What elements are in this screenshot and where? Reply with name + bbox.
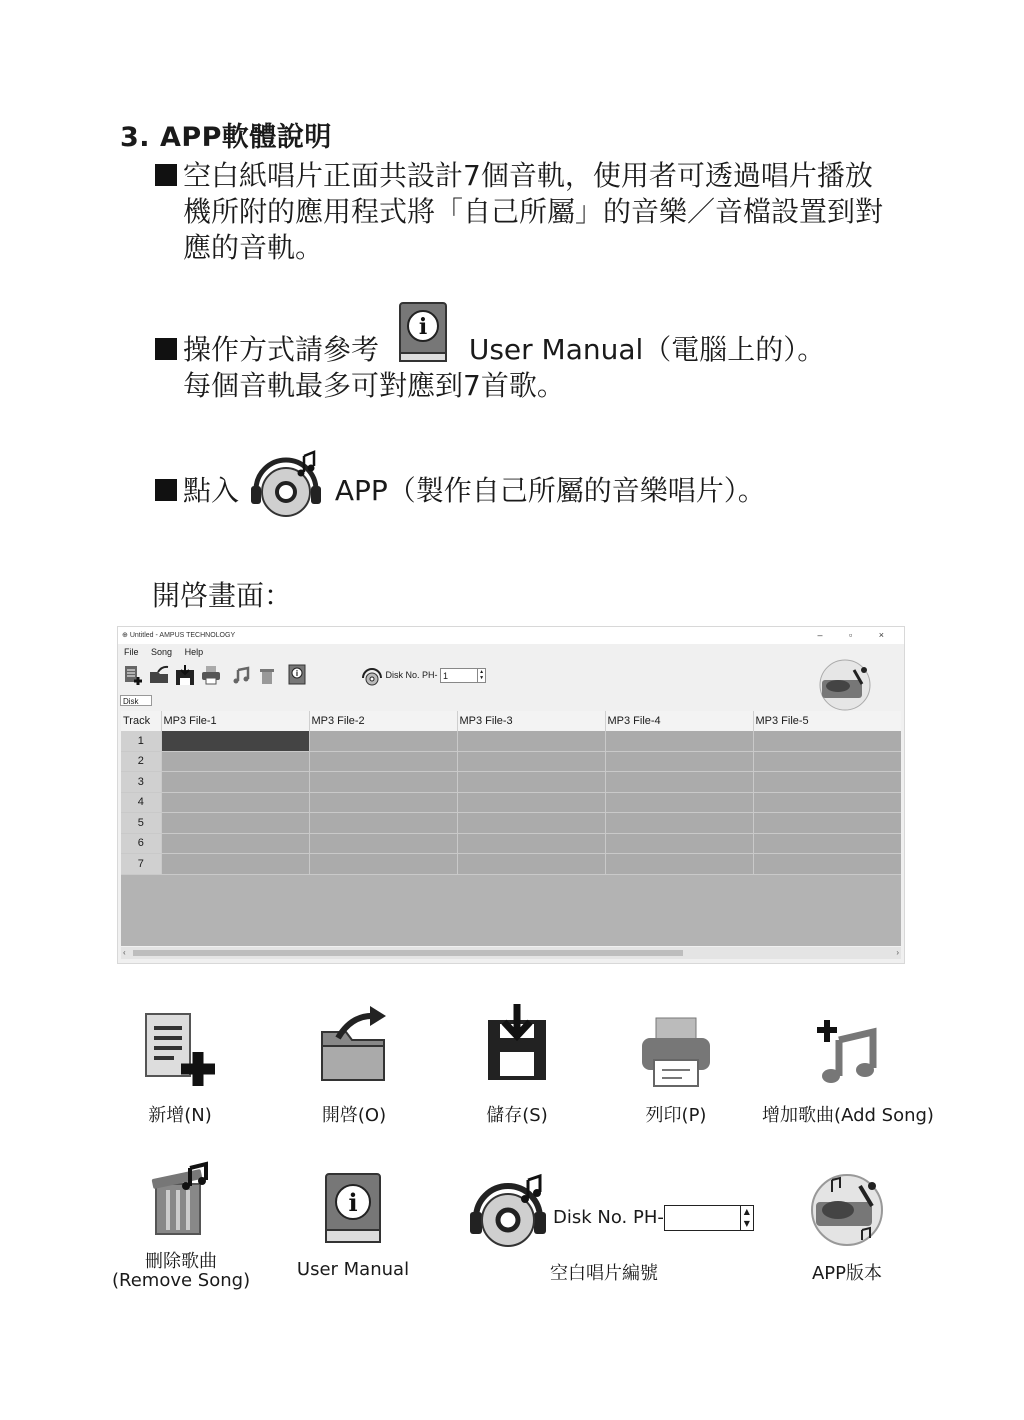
menu-song[interactable]: Song: [151, 647, 173, 657]
col-header-mp3-5[interactable]: MP3 File-5: [753, 711, 901, 731]
para1-line1: 空白紙唱片正面共設計7個音軌，使用者可透過唱片播放: [183, 159, 873, 192]
disk-no-demo-label: Disk No. PH-: [553, 1207, 664, 1228]
print-icon[interactable]: [200, 664, 222, 686]
legend-remove-song-label-2: (Remove Song): [112, 1270, 251, 1291]
svg-text:i: i: [348, 1188, 358, 1217]
paragraph-1: [155, 158, 883, 266]
track-number: 1: [121, 731, 161, 751]
section-heading: 3. APP軟體說明: [120, 122, 332, 153]
table-cell[interactable]: [753, 751, 901, 772]
table-cell[interactable]: [457, 854, 605, 875]
table-cell[interactable]: [457, 751, 605, 772]
toolbar: [118, 660, 904, 690]
table-row: [121, 833, 901, 854]
bullet-square-icon: [155, 479, 177, 501]
remove-song-icon[interactable]: [256, 664, 278, 686]
track-number: 5: [121, 813, 161, 834]
track-number: 2: [121, 751, 161, 772]
scroll-left-icon[interactable]: ‹: [123, 948, 126, 957]
window-title: Untitled - AMPUS TECHNOLOGY: [129, 632, 236, 639]
table-row: [121, 772, 901, 793]
para1-line2: 機所附的應用程式將「自己所屬」的音樂／音檔設置到對: [183, 195, 884, 228]
table-cell[interactable]: [309, 751, 457, 772]
legend-print-label: 列印(P): [645, 1105, 707, 1126]
app-disc-headphone-icon: [248, 448, 326, 522]
save-disk-icon[interactable]: [174, 664, 196, 686]
legend-new-label: 新增(N): [148, 1105, 212, 1126]
table-row: [121, 751, 901, 772]
table-cell[interactable]: [605, 772, 753, 793]
table-cell[interactable]: [309, 854, 457, 875]
disc-headphone-icon: [468, 1172, 552, 1252]
app-version-turntable-icon: [806, 1172, 888, 1248]
table-cell[interactable]: [457, 813, 605, 834]
table-cell[interactable]: [753, 833, 901, 854]
table-cell[interactable]: [161, 854, 309, 875]
table-cell[interactable]: [309, 833, 457, 854]
paragraph-3: [155, 448, 766, 531]
table-cell[interactable]: [457, 772, 605, 793]
table-cell[interactable]: [161, 833, 309, 854]
print-icon: [640, 1016, 712, 1088]
col-header-mp3-2[interactable]: MP3 File-2: [309, 711, 457, 731]
table-cell[interactable]: [457, 792, 605, 813]
table-header-row: [121, 711, 901, 731]
track-number: 6: [121, 833, 161, 854]
table-cell[interactable]: [605, 833, 753, 854]
scrollbar-thumb[interactable]: [133, 950, 683, 956]
disk-no-demo-spinner[interactable]: [664, 1205, 754, 1231]
user-manual-icon: [322, 1172, 384, 1246]
table-cell[interactable]: [161, 751, 309, 772]
disk-field[interactable]: Disk: [120, 695, 152, 706]
table-row: [121, 731, 901, 751]
table-row: [121, 854, 901, 875]
para3-text-a: 點入: [183, 474, 240, 507]
track-table: [121, 711, 901, 875]
para1-line3: 應的音軌。: [183, 231, 324, 264]
table-cell[interactable]: [605, 731, 753, 751]
legend-app-version-label: APP版本: [811, 1263, 883, 1284]
track-grid: [121, 711, 901, 946]
table-cell[interactable]: [457, 833, 605, 854]
table-row: [121, 813, 901, 834]
col-header-track[interactable]: Track: [121, 711, 161, 731]
open-folder-icon: [318, 1004, 390, 1084]
col-header-mp3-1[interactable]: MP3 File-1: [161, 711, 309, 731]
table-cell[interactable]: [605, 813, 753, 834]
user-manual-icon: [394, 301, 454, 365]
table-cell[interactable]: [309, 772, 457, 793]
track-number: 4: [121, 792, 161, 813]
table-cell[interactable]: [753, 854, 901, 875]
horizontal-scrollbar[interactable]: [121, 947, 901, 959]
app-globe-icon: ⊕: [122, 632, 128, 639]
title-bar: [118, 627, 904, 644]
user-manual-icon[interactable]: [286, 664, 308, 686]
disk-no-label: Disk No. PH-: [385, 670, 438, 680]
table-cell[interactable]: [309, 731, 457, 751]
spinner-arrows-icon[interactable]: ▲ ▼: [740, 1206, 753, 1230]
col-header-mp3-4[interactable]: MP3 File-4: [605, 711, 753, 731]
track-number: 3: [121, 772, 161, 793]
table-cell[interactable]: [309, 813, 457, 834]
legend-remove-song-label-1: 刪除歌曲: [145, 1251, 217, 1272]
table-cell[interactable]: [161, 813, 309, 834]
menu-file[interactable]: File: [124, 647, 139, 657]
bullet-square-icon: [155, 338, 177, 360]
legend-disk-no-caption: 空白唱片編號: [550, 1263, 658, 1284]
legend-save-label: 儲存(S): [486, 1105, 548, 1126]
scroll-right-icon[interactable]: ›: [896, 948, 899, 957]
add-song-icon: [815, 1018, 881, 1086]
disc-headphone-icon: [361, 666, 383, 686]
menu-bar: [118, 644, 904, 660]
table-cell[interactable]: [309, 792, 457, 813]
table-cell[interactable]: [605, 751, 753, 772]
window-controls[interactable]: – ▫ ×: [817, 630, 896, 640]
disk-number-demo: [553, 1204, 754, 1232]
col-header-mp3-3[interactable]: MP3 File-3: [457, 711, 605, 731]
remove-song-icon: [150, 1160, 214, 1236]
menu-help[interactable]: Help: [184, 647, 204, 657]
para2-text-a: 操作方式請參考: [183, 333, 380, 366]
table-row: [121, 792, 901, 813]
legend-user-manual-label: User Manual: [296, 1259, 410, 1280]
new-file-icon: [140, 1010, 220, 1088]
para3-text-b: APP（製作自己所屬的音樂唱片）。: [334, 474, 766, 507]
table-cell[interactable]: [605, 792, 753, 813]
para2-text-b: User Manual（電腦上的）。: [468, 333, 826, 366]
add-song-icon[interactable]: [230, 664, 252, 686]
table-cell[interactable]: [605, 854, 753, 875]
open-folder-icon[interactable]: [148, 664, 170, 686]
svg-text:i: i: [418, 314, 428, 340]
screen-caption: 開啓畫面：: [152, 579, 293, 612]
table-cell[interactable]: [753, 813, 901, 834]
table-cell[interactable]: [161, 792, 309, 813]
table-cell[interactable]: [753, 731, 901, 751]
table-cell[interactable]: [161, 731, 309, 751]
app-window: [117, 626, 905, 964]
para2-line2: 每個音軌最多可對應到7首歌。: [183, 369, 565, 402]
table-cell[interactable]: [457, 731, 605, 751]
new-file-icon[interactable]: [122, 664, 144, 686]
app-version-turntable-icon[interactable]: [814, 658, 876, 712]
disk-number-control: [361, 664, 486, 686]
track-number: 7: [121, 854, 161, 875]
spinner-arrows-icon[interactable]: ▲ ▼: [477, 669, 485, 682]
svg-text:i: i: [295, 669, 299, 678]
table-cell[interactable]: [753, 772, 901, 793]
disk-no-value: 1: [443, 671, 449, 682]
disk-no-spinner[interactable]: [440, 668, 486, 683]
bullet-square-icon: [155, 164, 177, 186]
table-cell[interactable]: [161, 772, 309, 793]
save-disk-icon: [486, 1004, 548, 1082]
paragraph-2: [155, 300, 825, 404]
legend-open-label: 開啓(O): [321, 1105, 387, 1126]
table-cell[interactable]: [753, 792, 901, 813]
legend-add-song-label: 增加歌曲(Add Song): [762, 1105, 934, 1126]
